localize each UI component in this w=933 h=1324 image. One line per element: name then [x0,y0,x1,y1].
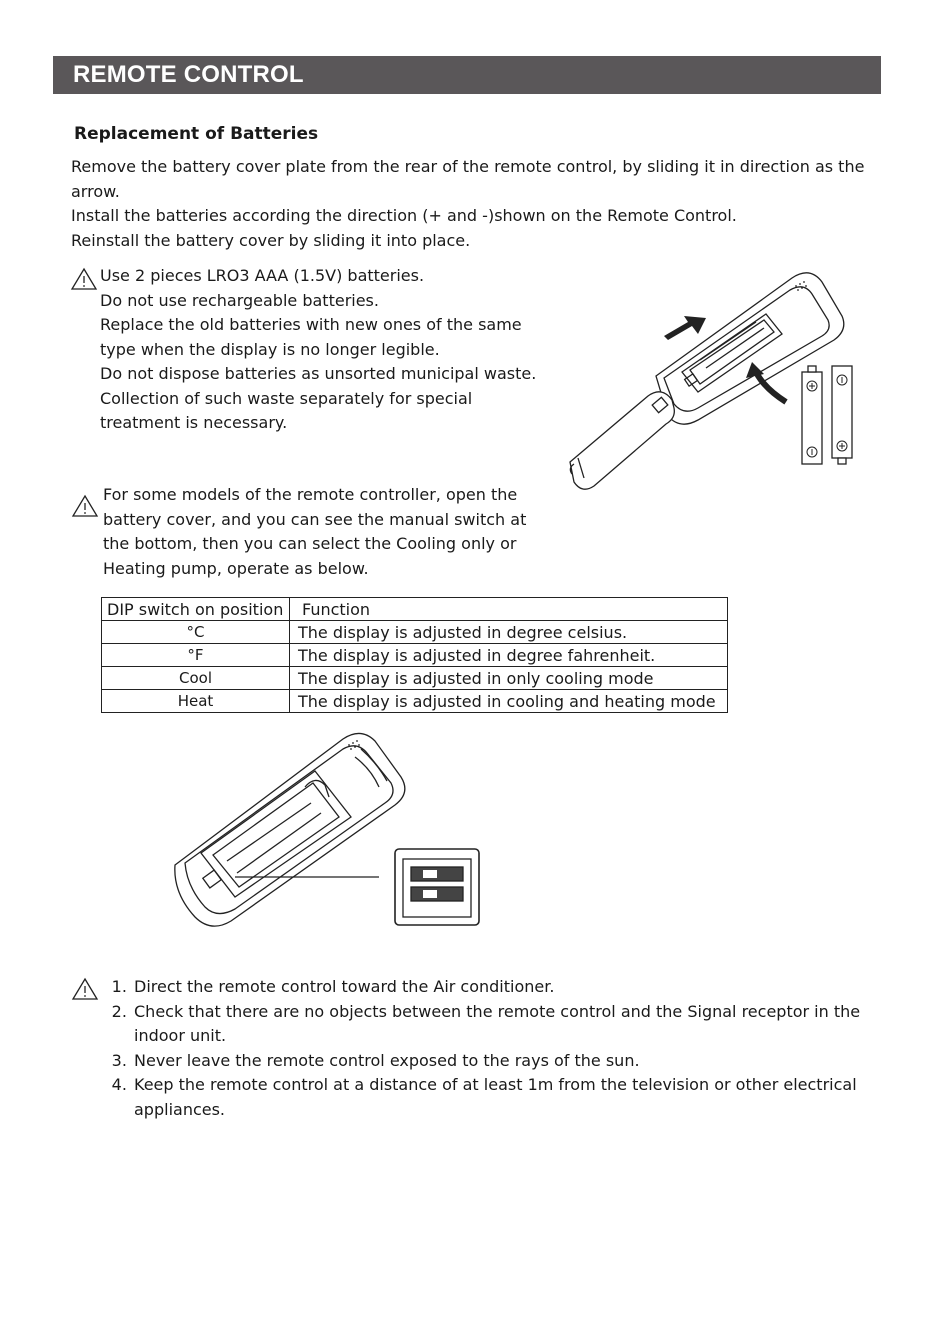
usage-notes [108,975,888,1122]
dip-switch-table [101,597,728,713]
table-cell: The display is adjusted in cooling and heating mode [290,690,728,713]
dip-switch-illustration [165,725,485,935]
table-cell: The display is adjusted in degree fahrenheit. [290,644,728,667]
warning-triangle-icon [71,494,99,518]
warning-triangle-icon [70,267,98,291]
battery-replacement-illustration [560,268,870,493]
list-item: 3. Never leave the remote control exposed to the rays of the sun. [132,1049,888,1074]
section-heading: Replacement of Batteries [74,124,319,144]
table-row [102,621,728,644]
list-item: 2. Check that there are no objects between the remote control and the Signal receptor in the indoor unit. [132,1000,888,1049]
dip-switch-note: For some models of the remote controller, open the battery cover, and you can see the manual switch at the bottom, then you can select the Cooling only or Heating pump, operate as below. [103,485,527,578]
warning-line: Use 2 pieces LRO3 AAA (1.5V) batteries. [100,266,425,285]
table-cell: Heat [102,690,290,713]
table-cell: °F [102,644,290,667]
table-cell: The display is adjusted in degree celsius. [290,621,728,644]
list-item: 1. Direct the remote control toward the Air conditioner. [132,975,888,1000]
table-header: Function [290,598,728,621]
header-bar [53,56,881,94]
table-row [102,690,728,713]
table-cell: °C [102,621,290,644]
table-cell: The display is adjusted in only cooling mode [290,667,728,690]
warning-triangle-icon [71,977,99,1001]
page-title: REMOTE CONTROL [73,61,304,88]
table-header-row [102,598,728,621]
table-cell: Cool [102,667,290,690]
warning-line: Do not dispose batteries as unsorted municipal waste. Collection of such waste separately for special treatment is necessary. [100,364,537,432]
intro-line: Install the batteries according the direction (+ and -)shown on the Remote Control. [71,206,737,225]
warning-line: Replace the old batteries with new ones of the same type when the display is no longer legible. [100,315,522,359]
intro-line: Remove the battery cover plate from the rear of the remote control, by sliding it in direction as the arrow. [71,157,865,201]
intro-line: Reinstall the battery cover by sliding it into place. [71,230,471,250]
list-item: 4. Keep the remote control at a distance of at least 1m from the television or other electrical appliances. [132,1073,888,1122]
table-header: DIP switch on position [102,598,290,621]
battery-warning [100,264,570,436]
table-row [102,644,728,667]
intro-text [71,155,871,253]
warning-line: Do not use rechargeable batteries. [100,290,379,310]
table-row [102,667,728,690]
